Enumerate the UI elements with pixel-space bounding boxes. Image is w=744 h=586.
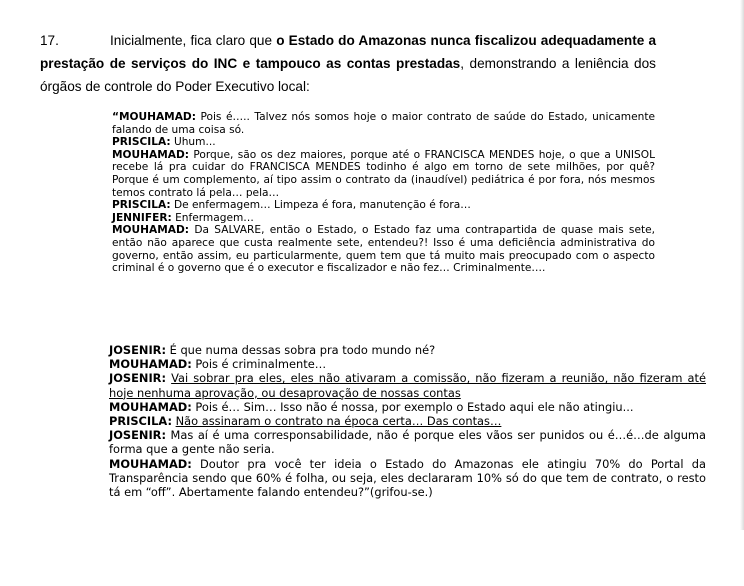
paragraph-text-intro: Inicialmente, fica claro que [110,33,277,48]
speech-text: É que numa dessas sobra pra todo mundo né? [166,343,436,357]
speaker-name: “MOUHAMAD: [112,111,196,123]
speaker-name: JOSENIR: [109,371,167,386]
transcript-quote-2 [109,343,706,499]
speech-text: Pois é… Sim… Isso não é nossa, por exemplo o Estado aqui ele não atingiu... [191,399,634,414]
speaker-name: MOUHAMAD: [112,148,189,161]
transcript-line [109,400,706,414]
speaker-name: MOUHAMAD: [109,456,192,471]
speaker-name: JENNIFER: [112,211,172,224]
transcript-line [109,414,706,428]
speech-text: Mas aí é uma corresponsabilidade, não é porque eles vãos ser punidos ou é…é…de alguma forma que a gente não seria. [109,428,706,457]
speaker-name: PRISCILA: [109,414,172,429]
transcript-line [112,111,655,136]
transcript-line [112,199,655,212]
speaker-name: JOSENIR: [109,428,167,443]
speech-text: Enfermagem… [171,211,254,224]
transcript-line [112,224,655,274]
transcript-quote-1 [112,111,655,275]
paragraph-17 [40,29,656,98]
transcript-line [109,428,706,456]
speech-text: Porque, são os dez maiores, porque até o FRANCISCA MENDES hoje, o que a UNISOL recebe lá pra cuidar do FRANCISCA MENDES todinho é algo em torno de sete milhões, por quê? Porque é um complemento, aí tipo assim o contrato da (inaudível) pediátrica é por fora, nós mesmos temos contrato lá pela… pela… [112,148,655,199]
speech-text: Pois é criminalmente… [191,357,327,372]
paragraph-text-end: , demonstrando a leniência dos órgãos de controle do Poder Executivo local: [40,56,656,94]
speaker-name: MOUHAMAD: [109,357,192,372]
speaker-name: MOUHAMAD: [112,224,189,237]
speaker-name: PRISCILA: [112,199,171,212]
page-edge-shadow [740,0,744,530]
speaker-name: MOUHAMAD: [109,399,192,414]
transcript-line [109,343,706,357]
speech-text-underlined: Vai sobrar pra eles, eles não ativaram a comissão, não fizeram a reunião, não fizeram até hoje nenhuma aprovação, ou desaprovação de nossas contas [109,371,707,400]
transcript-line [109,357,706,371]
speech-text: Pois é….. Talvez nós somos hoje o maior contrato de saúde do Estado, unicamente falando de uma coisa só. [112,111,655,136]
transcript-line [109,457,706,500]
speaker-name: PRISCILA: [112,136,171,149]
transcript-line [112,212,655,225]
transcript-line [112,149,655,199]
speech-text-underlined: Não assinaram o contrato na época certa… Das contas… [175,414,502,429]
speech-text: Doutor pra você ter ideia o Estado do Amazonas ele atingiu 70% do Portal da Transparência sendo que 60% é folha, ou seja, eles declararam 10% só do que tem de contrato, o resto tá em “off”. Abertamente falando entendeu?”(grifou-se.) [109,456,706,500]
paragraph-number: 17. [40,33,59,48]
transcript-line [109,371,706,399]
speech-text: Da SALVARE, então o Estado, o Estado faz uma contrapartida de quase mais sete, então não aparece que custa realmente sete, entendeu?! Isso é uma deficiência administrativa do governo, então assim, eu particularmente, quem tem que tá muito mais preocupado com o aspecto criminal é o governo que é o executor e fiscalizador e não fez… Criminalmente…. [112,224,655,275]
speech-text: Uhum... [170,136,216,149]
speech-text: De enfermagem… Limpeza é fora, manutenção é fora… [170,199,471,212]
speaker-name: JOSENIR: [109,343,167,357]
paragraph-text-bold: o Estado do Amazonas nunca fiscalizou adequadamente a prestação de serviços do INC e tampouco as contas prestadas [40,33,657,71]
transcript-line [112,136,655,149]
